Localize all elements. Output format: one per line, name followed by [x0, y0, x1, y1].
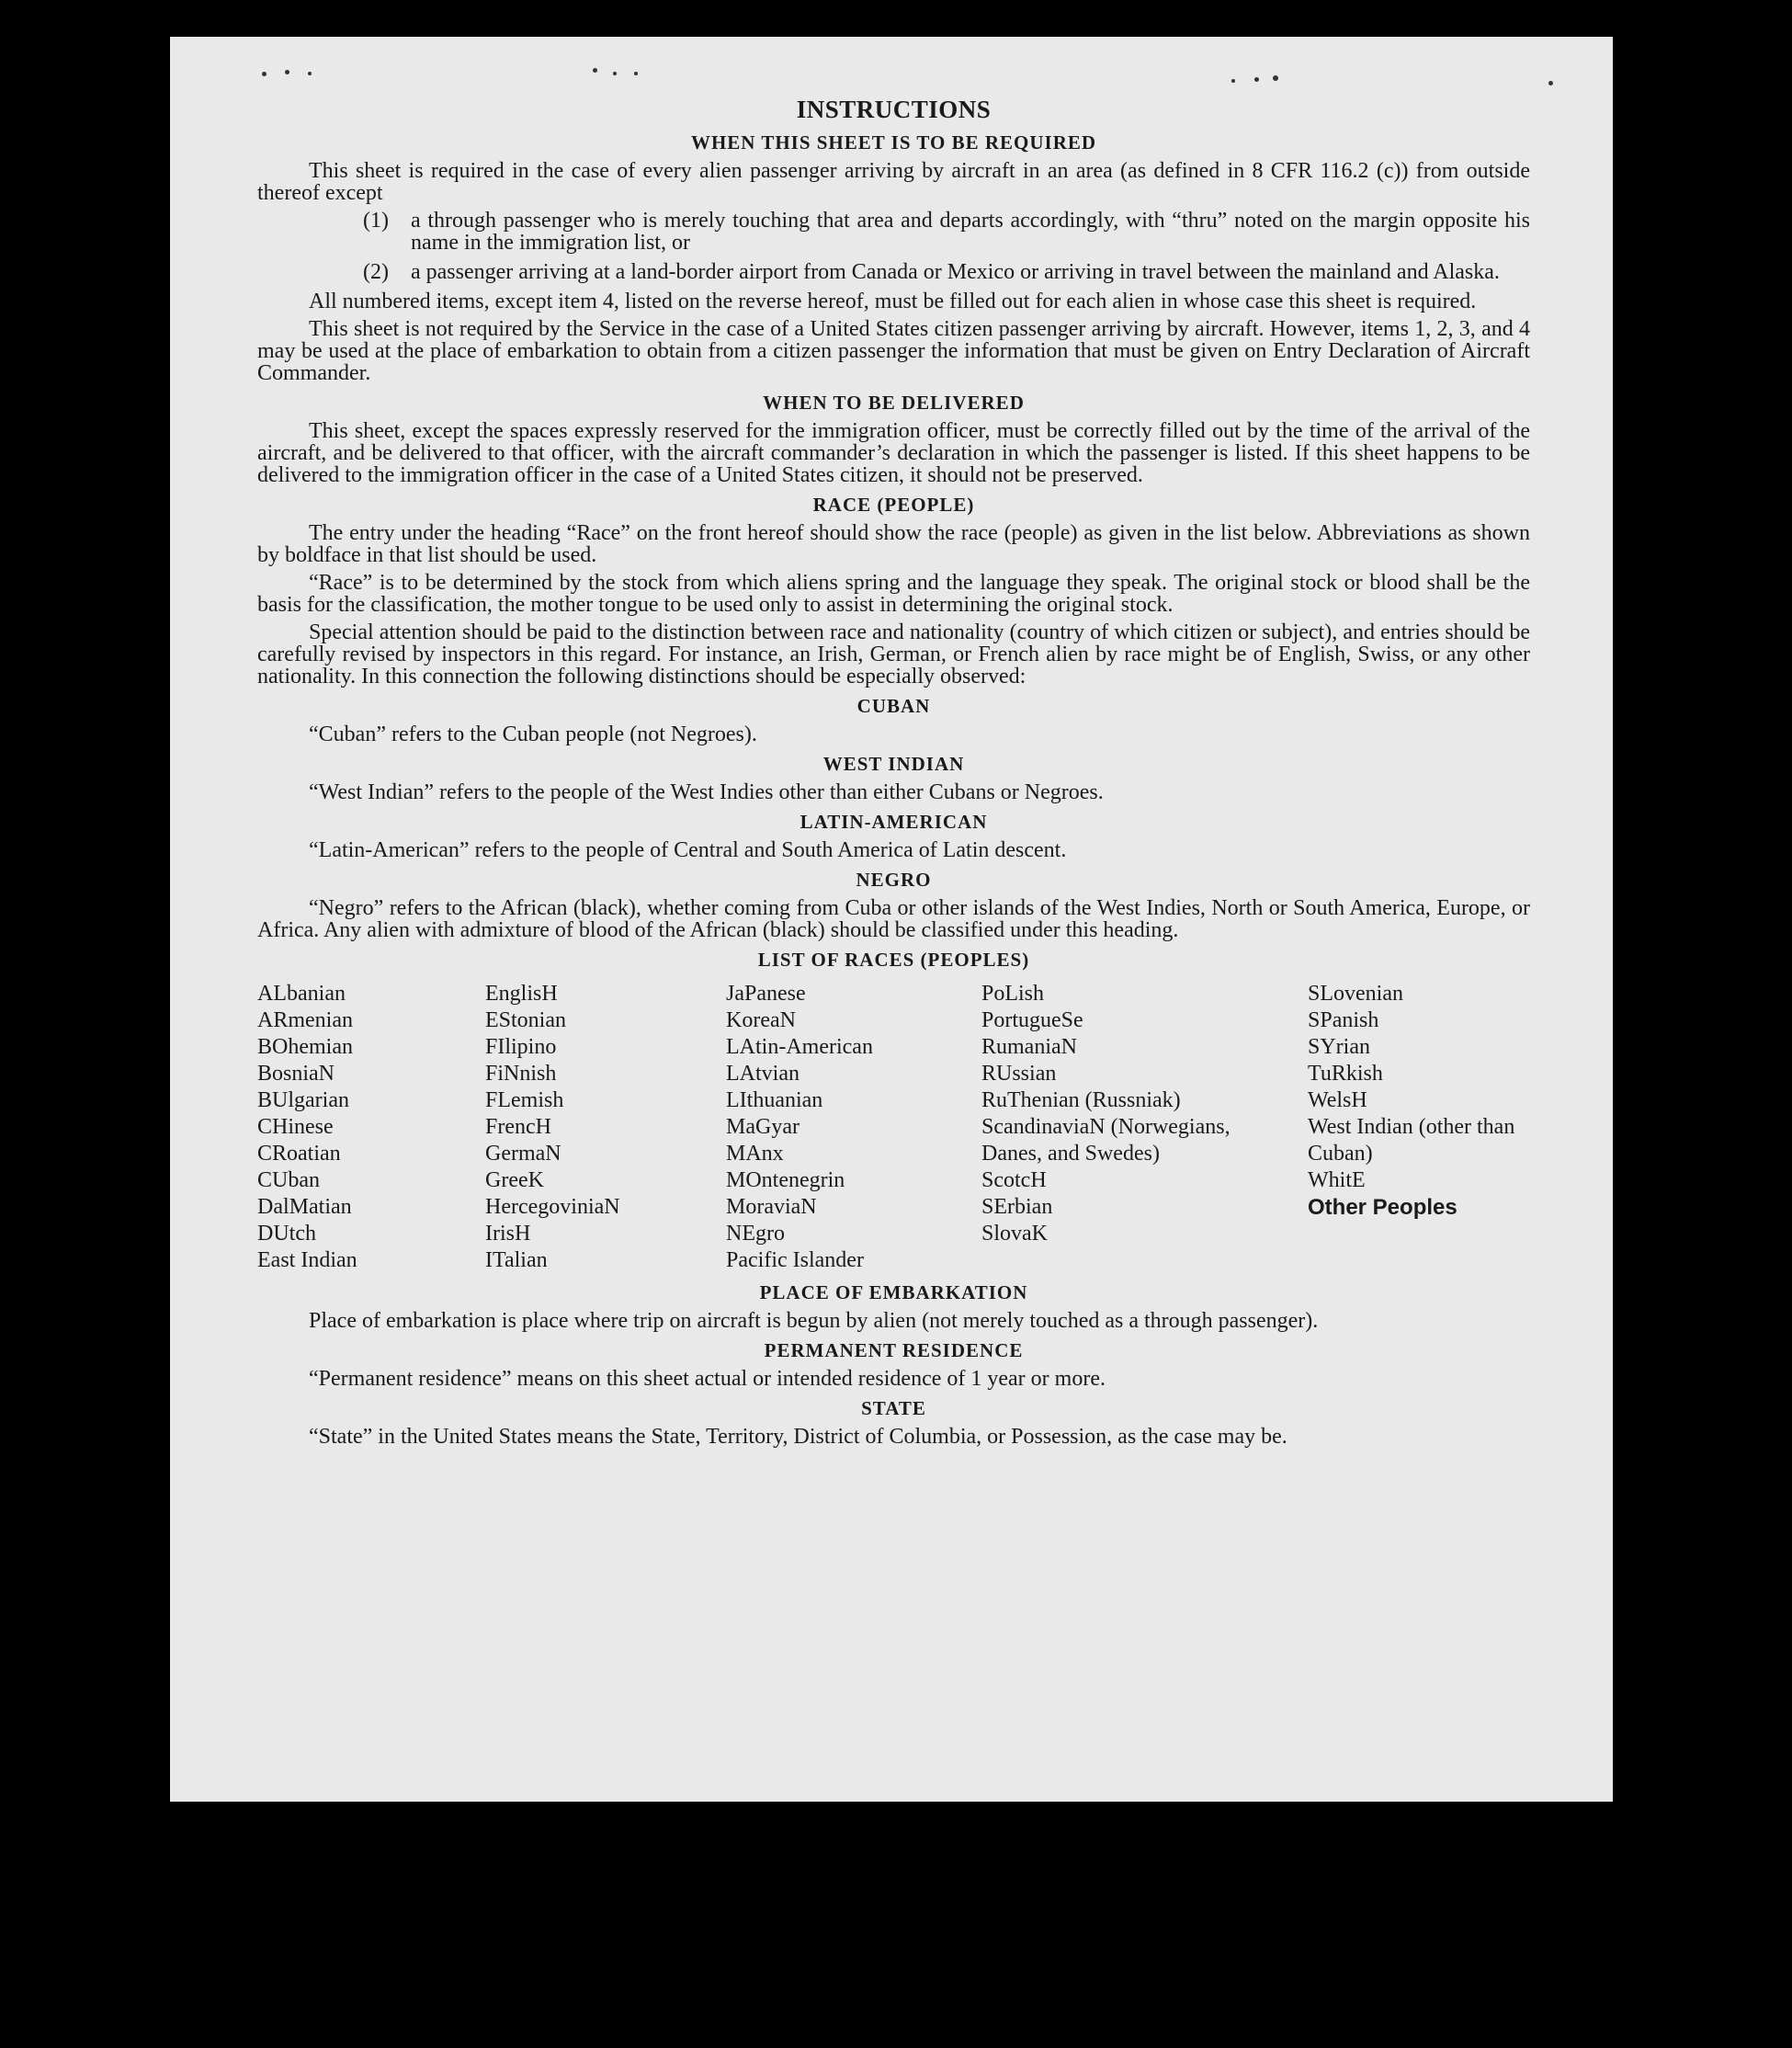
race-entry: WhitE — [1308, 1168, 1366, 1192]
race-entry: LAtvian — [726, 1062, 800, 1086]
race-entry: PortugueSe — [981, 1008, 1083, 1032]
exception-number: (2) — [363, 260, 389, 284]
race-entry: SErbian — [981, 1195, 1053, 1219]
exception-item — [257, 210, 1530, 254]
races-list — [257, 981, 1530, 1274]
race-entry: ARmenian — [257, 1008, 353, 1032]
paragraph-residence: “Permanent residence” means on this sheet actual or intended residence of 1 year or more. — [309, 1367, 1106, 1391]
section-heading-delivered: WHEN TO BE DELIVERED — [763, 392, 1025, 414]
paragraph-cuban: “Cuban” refers to the Cuban people (not Negroes). — [309, 722, 757, 746]
race-entry: Pacific Islander — [726, 1248, 864, 1272]
paragraph-numbered-items: All numbered items, except item 4, listed on the reverse hereof, must be filled out for each alien in whose case this sheet is required. — [309, 290, 1477, 313]
races-column-4 — [981, 981, 1308, 1274]
race-entry: RuThenian (Russniak) — [981, 1088, 1181, 1112]
section-heading-west-indian: WEST INDIAN — [822, 753, 965, 775]
race-entry: GreeK — [485, 1168, 544, 1192]
section-heading-races-list: LIST OF RACES (PEOPLES) — [757, 949, 1030, 971]
race-entry: CRoatian — [257, 1142, 341, 1166]
race-entry: RumaniaN — [981, 1035, 1077, 1059]
paragraph-delivered: This sheet, except the spaces expressly reserved for the immigration officer, must be correctly filled out by the time of the arrival of the aircraft, and be delivered to that officer, with the aircraft commander’s declaration in which the passenger is listed. If this sheet happens to be delivered to the immigration officer in the case of a United States citizen, it should not be preserved. — [257, 419, 1530, 487]
race-entry: FIlipino — [485, 1035, 557, 1059]
section-heading-race: RACE (PEOPLE) — [812, 494, 975, 516]
document-sheet — [170, 37, 1613, 1802]
race-entry: SlovaK — [981, 1222, 1048, 1246]
race-entry: ScandinaviaN (Norwegians, Danes, and Swedes) — [981, 1115, 1231, 1166]
race-entry: FiNnish — [485, 1062, 557, 1086]
race-entry: FrencH — [485, 1115, 551, 1139]
races-column-5 — [1308, 981, 1528, 1274]
section-heading-latin-american: LATIN-AMERICAN — [800, 811, 988, 833]
race-entry: BOhemian — [257, 1035, 353, 1059]
race-entry: EStonian — [485, 1008, 566, 1032]
race-entry: GermaN — [485, 1142, 561, 1166]
paragraph-citizen: This sheet is not required by the Service in the case of a United States citizen passenger arriving by aircraft. However, items 1, 2, 3, and 4 may be used at the place of embarkation to obtain from a citizen passenger the information that must be given on Entry Declaration of Aircraft Commander. — [257, 317, 1530, 385]
exception-item — [257, 261, 1530, 283]
race-entry: SLovenian — [1308, 982, 1403, 1006]
paragraph-race-nationality: Special attention should be paid to the distinction between race and nationality (country of which citizen or subject), and entries should be carefully revised by inspectors in this regard. For instance, an Irish, German, or French alien by race might be of English, Swiss, or any other nationality. In this connection the following distinctions should be especially observed: — [257, 620, 1530, 688]
race-entry: TuRkish — [1308, 1062, 1383, 1086]
section-heading-negro: NEGRO — [856, 869, 932, 891]
race-entry: ScotcH — [981, 1168, 1047, 1192]
race-entry: CUban — [257, 1168, 320, 1192]
section-heading-cuban: CUBAN — [856, 695, 931, 717]
paragraph-race-entry: The entry under the heading “Race” on the front hereof should show the race (people) as given in the list below. Abbreviations as shown by boldface in that list should be used. — [257, 521, 1530, 567]
race-entry: EnglisH — [485, 982, 558, 1006]
paragraph-embarkation: Place of embarkation is place where trip on aircraft is begun by alien (not merely touched as a through passenger). — [309, 1309, 1319, 1333]
race-entry: ITalian — [485, 1248, 548, 1272]
exception-text: a through passenger who is merely touching that area and departs accordingly, with “thru” noted on the margin opposite his name in the immigration list, or — [411, 209, 1530, 255]
races-column-3 — [726, 981, 981, 1274]
race-entry: BUlgarian — [257, 1088, 349, 1112]
race-entry: Other Peoples — [1308, 1195, 1457, 1220]
exception-text: a passenger arriving at a land-border airport from Canada or Mexico or arriving in travel between the mainland and Alaska. — [411, 260, 1500, 284]
race-entry: West Indian (other than Cuban) — [1308, 1115, 1515, 1166]
race-entry: WelsH — [1308, 1088, 1367, 1112]
race-entry: SPanish — [1308, 1008, 1379, 1032]
race-entry: DalMatian — [257, 1195, 352, 1219]
race-entry: BosniaN — [257, 1062, 335, 1086]
paragraph-required: This sheet is required in the case of every alien passenger arriving by aircraft in an area (as defined in 8 CFR 116.2 (c)) from outside thereof except — [257, 159, 1530, 205]
race-entry: KoreaN — [726, 1008, 796, 1032]
race-entry: LAtin-American — [726, 1035, 873, 1059]
race-entry: JaPanese — [726, 982, 806, 1006]
section-heading-required: WHEN THIS SHEET IS TO BE REQUIRED — [690, 131, 1097, 154]
paragraph-race-stock: “Race” is to be determined by the stock from which aliens spring and the language they speak. The original stock or blood shall be the basis for the classification, the mother tongue to be used only to assist in determining the original stock. — [257, 571, 1530, 617]
paragraph-negro: “Negro” refers to the African (black), whether coming from Cuba or other islands of the West Indies, North or South America, Europe, or Africa. Any alien with admixture of blood of the African (black) should be classified under this heading. — [257, 896, 1530, 942]
race-entry: DUtch — [257, 1222, 316, 1246]
race-entry: ALbanian — [257, 982, 346, 1006]
race-entry: IrisH — [485, 1222, 531, 1246]
race-entry: PoLish — [981, 982, 1045, 1006]
race-entry: MOntenegrin — [726, 1168, 845, 1192]
section-heading-embarkation: PLACE OF EMBARKATION — [759, 1281, 1028, 1303]
race-entry: HercegoviniaN — [485, 1195, 620, 1219]
races-column-2 — [485, 981, 726, 1274]
race-entry: MoraviaN — [726, 1195, 817, 1219]
exception-number: (1) — [363, 209, 389, 233]
races-column-1 — [257, 981, 485, 1274]
race-entry: CHinese — [257, 1115, 334, 1139]
page-title: INSTRUCTIONS — [796, 96, 992, 123]
race-entry: FLemish — [485, 1088, 564, 1112]
paragraph-latin-american: “Latin-American” refers to the people of Central and South America of Latin descent. — [309, 838, 1067, 862]
paragraph-west-indian: “West Indian” refers to the people of the West Indies other than either Cubans or Negroes. — [309, 780, 1104, 804]
race-entry: NEgro — [726, 1222, 785, 1246]
section-heading-state: STATE — [861, 1397, 926, 1419]
race-entry: SYrian — [1308, 1035, 1370, 1059]
race-entry: MAnx — [726, 1142, 784, 1166]
race-entry: RUssian — [981, 1062, 1057, 1086]
race-entry: MaGyar — [726, 1115, 800, 1139]
section-heading-residence: PERMANENT RESIDENCE — [764, 1339, 1024, 1361]
race-entry: LIthuanian — [726, 1088, 823, 1112]
race-entry: East Indian — [257, 1248, 357, 1272]
paragraph-state: “State” in the United States means the State, Territory, District of Columbia, or Possession, as the case may be. — [309, 1425, 1287, 1449]
